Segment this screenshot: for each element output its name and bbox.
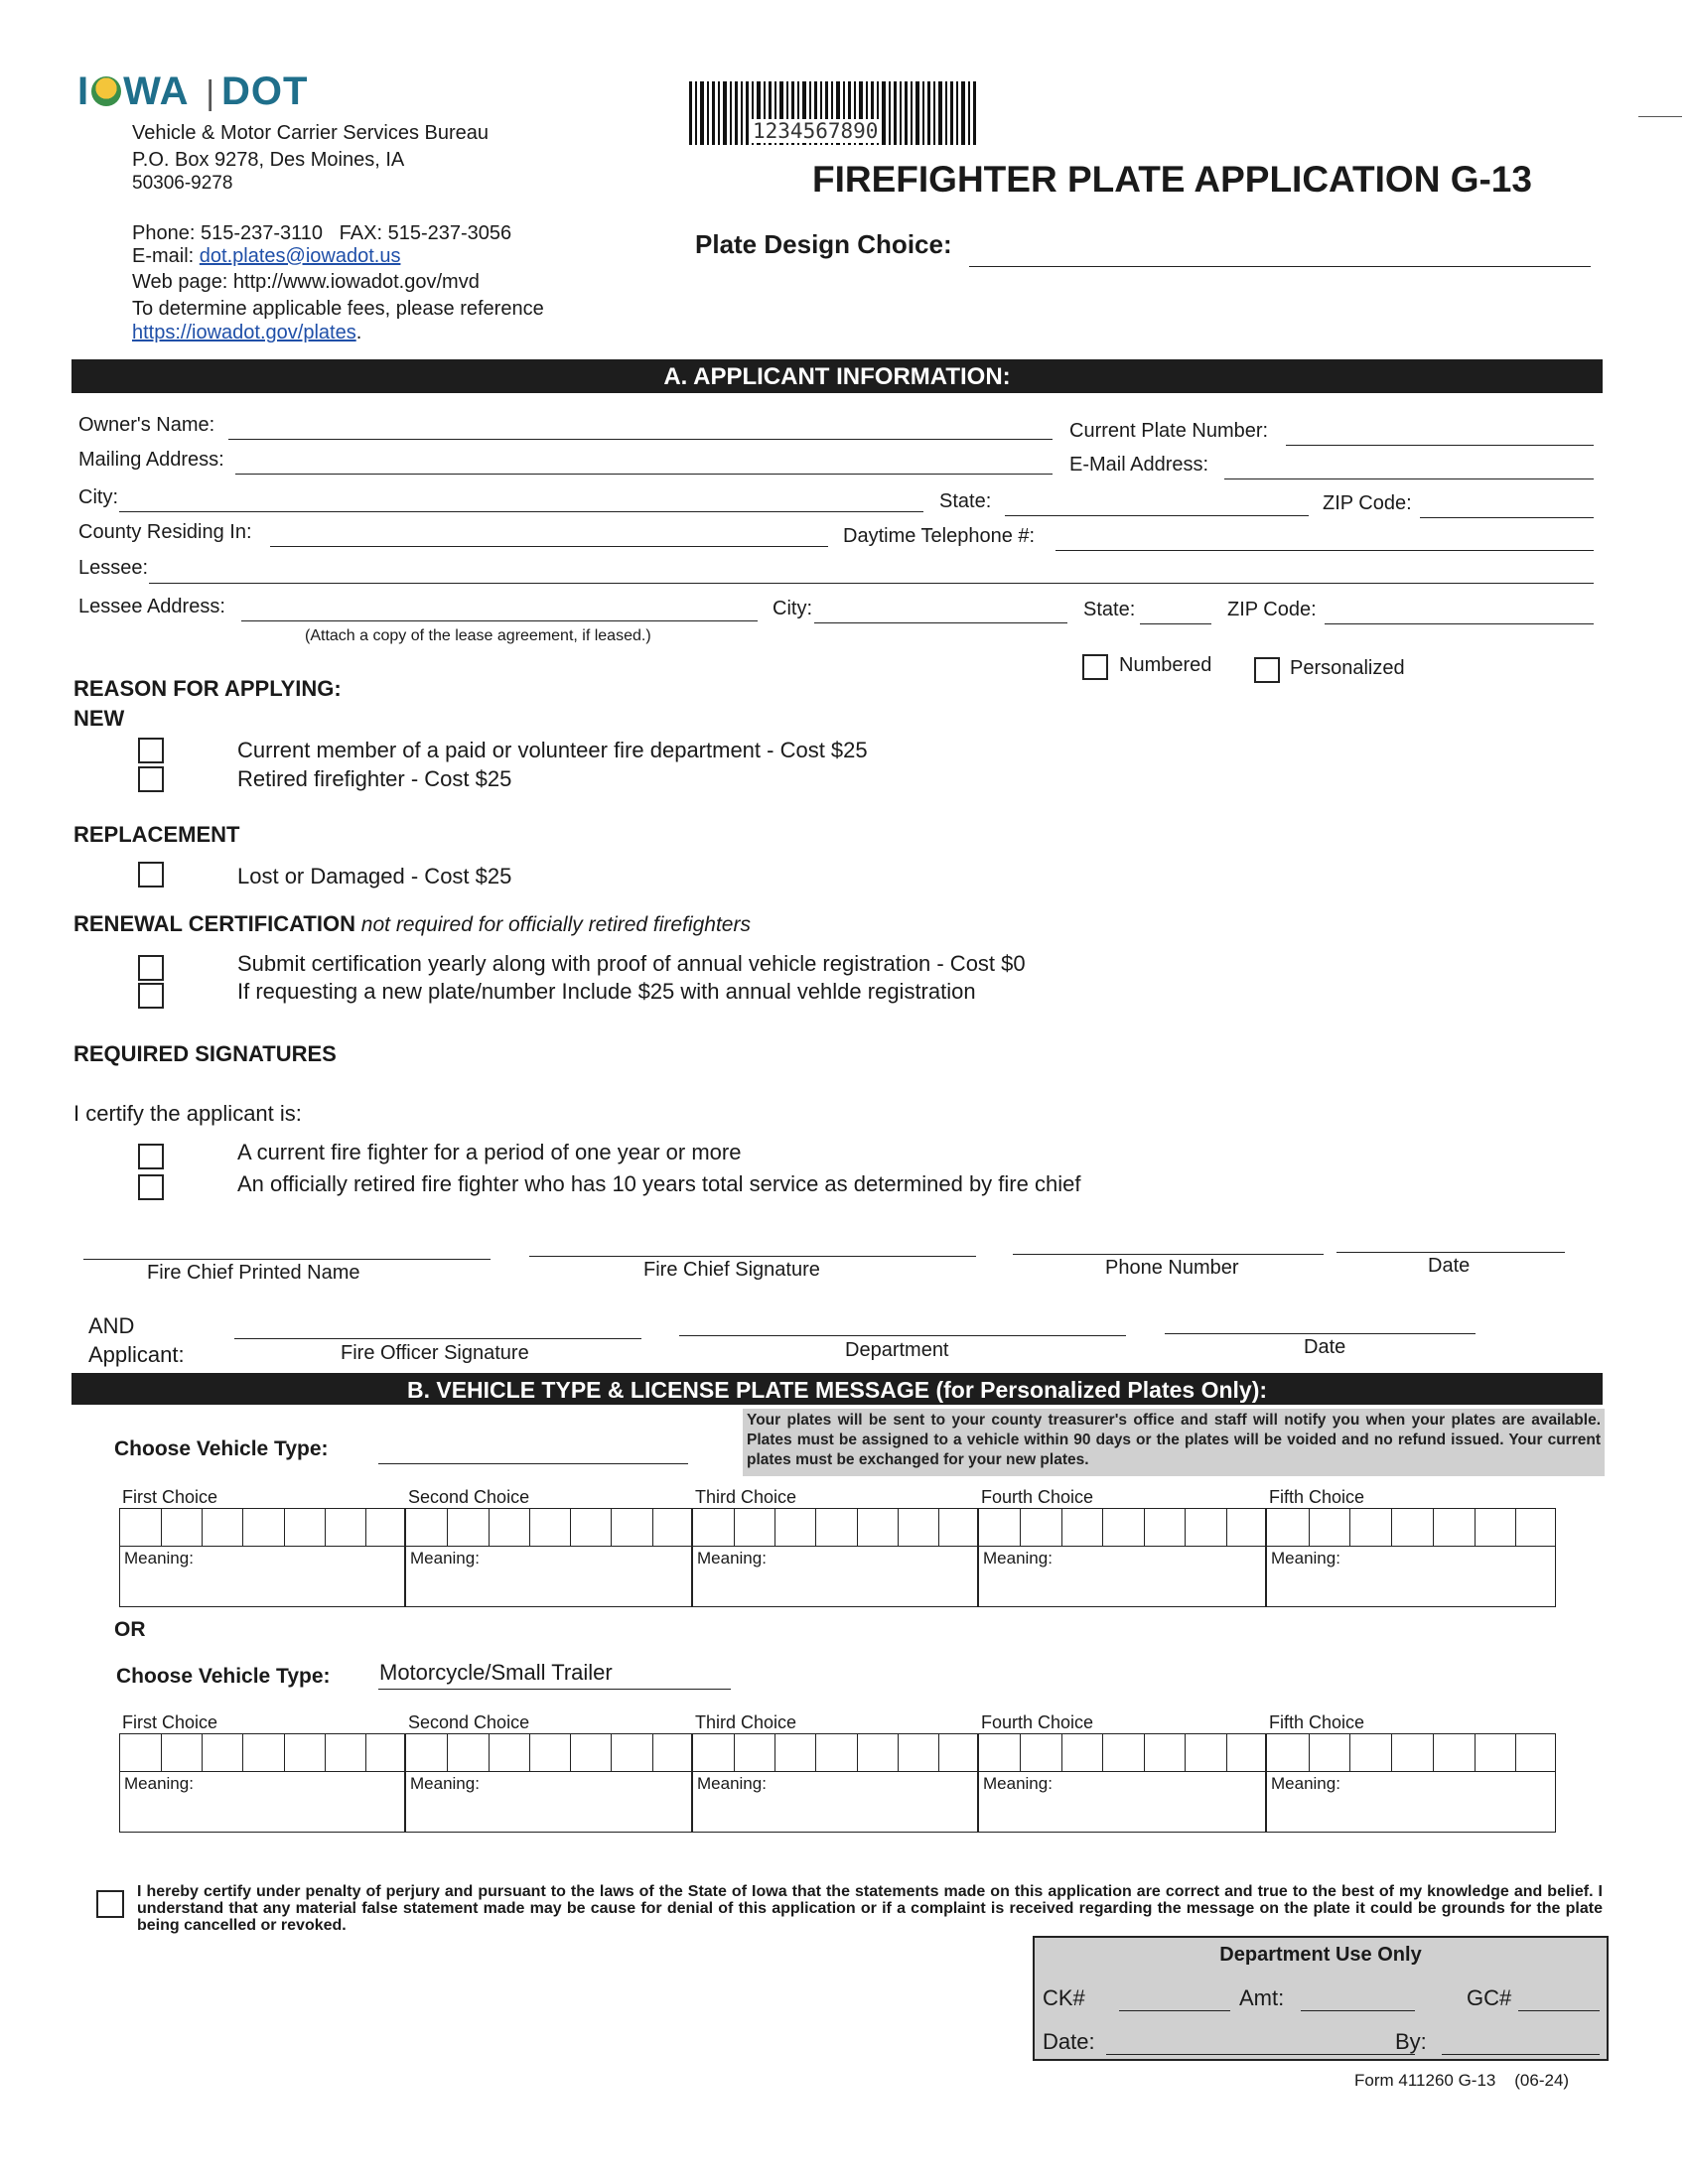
iowa-dot-logo	[77, 69, 308, 113]
lease-note: (Attach a copy of the lease agreement, if leased.)	[305, 627, 651, 644]
city-field[interactable]	[119, 511, 923, 512]
fire-chief-name-line[interactable]	[83, 1259, 491, 1260]
replacement-heading: REPLACEMENT	[73, 822, 240, 847]
date-caption-1: Date	[1428, 1255, 1471, 1277]
county-label: County Residing In:	[78, 521, 252, 543]
barcode	[689, 81, 977, 145]
grid1-choice-characters-4[interactable]	[978, 1508, 1266, 1548]
margin-mark	[1638, 116, 1682, 117]
lessee-zip-field[interactable]	[1325, 623, 1594, 624]
department-use-title: Department Use Only	[1219, 1944, 1422, 1966]
form-title: FIREFIGHTER PLATE APPLICATION G-13	[812, 159, 1532, 200]
bureau-name: Vehicle & Motor Carrier Services Bureau	[132, 122, 490, 144]
personalized-label: Personalized	[1290, 657, 1405, 679]
grid2-choice-caption-5: Fifth Choice	[1269, 1712, 1365, 1732]
new-retired-checkbox[interactable]	[138, 766, 164, 792]
web-page: Web page: http://www.iowadot.gov/mvd	[132, 271, 480, 293]
plates-notice-box	[743, 1409, 1605, 1476]
owners-name-label: Owner's Name:	[78, 414, 215, 436]
lessee-label: Lessee:	[78, 557, 149, 579]
grid2-meaning-box-2[interactable]	[405, 1771, 692, 1833]
date-caption-2: Date	[1304, 1336, 1346, 1358]
state-label: State:	[939, 490, 992, 512]
certification-text: I hereby certify under penalty of perjury and pursuant to the laws of the State of Iowa that the statements made on this application are correct and true to the best of my knowledge and belief. I understand that any material false statement made may be cause for denial of this application or if a complaint is received regarding the message on the plate it could be grounds for the plate being cancelled or revoked.	[137, 1883, 1603, 1934]
lessee-city-label: City:	[773, 598, 812, 619]
department-line[interactable]	[679, 1335, 1126, 1336]
email-link[interactable]: dot.plates@iowadot.us	[199, 245, 401, 267]
current-plate-field[interactable]	[1286, 445, 1594, 446]
logo-sun-icon	[91, 76, 121, 106]
grid1-choice-characters-2[interactable]	[405, 1508, 692, 1548]
renewal-submit-checkbox[interactable]	[138, 955, 164, 981]
grid1-meaning-label-1: Meaning:	[124, 1549, 194, 1568]
email-address-field[interactable]	[1224, 478, 1594, 479]
lessee-address-field[interactable]	[241, 620, 758, 621]
mailing-address-label: Mailing Address:	[78, 449, 224, 471]
grid1-meaning-box-4[interactable]	[978, 1546, 1266, 1607]
renewal-new-plate-label: If requesting a new plate/number Include $25 with annual vehlde registration	[237, 979, 976, 1004]
date-line-1[interactable]	[1336, 1252, 1565, 1253]
gc-label: GC#	[1467, 1985, 1512, 2010]
grid1-choice-characters-1[interactable]	[119, 1508, 405, 1548]
fire-chief-signature-line[interactable]	[529, 1256, 976, 1257]
grid1-choice-caption-3: Third Choice	[695, 1487, 797, 1507]
current-firefighter-label: A current fire fighter for a period of one year or more	[237, 1140, 742, 1164]
county-field[interactable]	[270, 546, 828, 547]
section-a-header: A. APPLICANT INFORMATION:	[71, 359, 1603, 393]
new-retired-label: Retired firefighter - Cost $25	[237, 766, 512, 791]
date-label: Date:	[1043, 2029, 1095, 2054]
fees-note: To determine applicable fees, please reference	[132, 298, 544, 320]
grid2-choice-characters-5[interactable]	[1266, 1733, 1556, 1773]
grid1-meaning-label-2: Meaning:	[410, 1549, 480, 1568]
phone-fax: Phone: 515-237-3110 FAX: 515-237-3056	[132, 222, 512, 244]
renewal-heading	[73, 911, 751, 937]
reason-title: REASON FOR APPLYING:	[73, 676, 342, 701]
grid2-choice-caption-2: Second Choice	[408, 1712, 530, 1732]
plate-design-label: Plate Design Choice:	[695, 229, 952, 259]
grid1-choice-caption-1: First Choice	[122, 1487, 218, 1507]
lessee-state-label: State:	[1083, 599, 1136, 620]
replacement-lost-label: Lost or Damaged - Cost $25	[237, 864, 512, 888]
grid1-meaning-label-5: Meaning:	[1271, 1549, 1340, 1568]
grid1-choice-caption-2: Second Choice	[408, 1487, 530, 1507]
applicant-label: Applicant:	[88, 1342, 185, 1367]
city-label: City:	[78, 486, 118, 508]
grid2-choice-caption-4: Fourth Choice	[981, 1712, 1094, 1732]
and-label: AND	[88, 1313, 135, 1338]
fees-line	[132, 322, 361, 344]
plates-notice-text: Your plates will be sent to your county treasurer's office and staff will notify you when your plates are available. Plates must be assigned to a vehicle within 90 days or the plates will be voided and no refund issued. Your current plates must be exchanged for your new plates.	[747, 1412, 1601, 1468]
retired-firefighter-checkbox[interactable]	[138, 1174, 164, 1200]
grid1-meaning-box-2[interactable]	[405, 1546, 692, 1607]
fees-link[interactable]: https://iowadot.gov/plates	[132, 322, 356, 343]
lessee-state-field[interactable]	[1140, 623, 1211, 624]
grid1-meaning-label-3: Meaning:	[697, 1549, 767, 1568]
email-label: E-mail:	[132, 245, 200, 267]
lessee-zip-label: ZIP Code:	[1227, 599, 1317, 620]
lessee-field[interactable]	[149, 583, 1594, 584]
grid2-meaning-box-4[interactable]	[978, 1771, 1266, 1833]
grid2-choice-characters-4[interactable]	[978, 1733, 1266, 1773]
logo-letter-i: I	[77, 69, 90, 113]
choose-vehicle-type-label-2: Choose Vehicle Type:	[116, 1665, 331, 1688]
phone-number-caption: Phone Number	[1105, 1257, 1239, 1279]
email-address-label: E-Mail Address:	[1069, 454, 1209, 476]
grid2-choice-characters-2[interactable]	[405, 1733, 692, 1773]
department-caption: Department	[845, 1339, 949, 1361]
grid1-meaning-box-1[interactable]	[119, 1546, 405, 1607]
grid1-meaning-label-4: Meaning:	[983, 1549, 1053, 1568]
plate-design-field[interactable]	[969, 266, 1591, 267]
grid1-choice-characters-3[interactable]	[692, 1508, 978, 1548]
numbered-label: Numbered	[1119, 654, 1212, 676]
ck-field[interactable]	[1119, 2010, 1230, 2011]
choose-vehicle-type-label: Choose Vehicle Type:	[114, 1437, 329, 1460]
daytime-phone-field[interactable]	[1055, 550, 1594, 551]
grid2-meaning-box-1[interactable]	[119, 1771, 405, 1833]
grid1-choice-caption-5: Fifth Choice	[1269, 1487, 1365, 1507]
grid2-meaning-label-5: Meaning:	[1271, 1774, 1340, 1793]
renewal-title: RENEWAL CERTIFICATION	[73, 911, 355, 936]
zip-line: 50306-9278	[132, 173, 233, 194]
grid1-choice-caption-4: Fourth Choice	[981, 1487, 1094, 1507]
amt-field[interactable]	[1301, 2010, 1415, 2011]
by-field[interactable]	[1442, 2054, 1600, 2055]
logo-wa: WA	[123, 69, 189, 113]
gc-field[interactable]	[1518, 2010, 1600, 2011]
numbered-checkbox[interactable]	[1082, 654, 1108, 680]
email-line	[132, 245, 400, 268]
fees-period: .	[355, 322, 362, 343]
grid1-choice-characters-5[interactable]	[1266, 1508, 1556, 1548]
vehicle-type-value-2: Motorcycle/Small Trailer	[379, 1660, 613, 1685]
or-label: OR	[114, 1618, 146, 1641]
state-field[interactable]	[1005, 515, 1309, 516]
fire-chief-signature-caption: Fire Chief Signature	[643, 1259, 820, 1281]
po-box: P.O. Box 9278, Des Moines, IA	[132, 149, 405, 171]
mailing-address-field[interactable]	[235, 474, 1053, 475]
logo-dot: DOT	[221, 69, 309, 113]
grid2-choice-caption-1: First Choice	[122, 1712, 218, 1732]
phone-number-line[interactable]	[1013, 1254, 1324, 1255]
daytime-phone-label: Daytime Telephone #:	[843, 525, 1036, 547]
certify-applicant-label: I certify the applicant is:	[73, 1101, 302, 1126]
new-heading: NEW	[73, 706, 125, 731]
current-firefighter-checkbox[interactable]	[138, 1144, 164, 1169]
retired-firefighter-label: An officially retired fire fighter who has 10 years total service as determined by fire chief	[237, 1171, 1081, 1196]
department-use-box	[1033, 1936, 1609, 2061]
personalized-checkbox[interactable]	[1254, 657, 1280, 683]
grid2-meaning-label-4: Meaning:	[983, 1774, 1053, 1793]
grid1-meaning-box-5[interactable]	[1266, 1546, 1556, 1607]
fire-chief-name-caption: Fire Chief Printed Name	[147, 1262, 360, 1284]
grid2-choice-caption-3: Third Choice	[695, 1712, 797, 1732]
required-signatures-heading: REQUIRED SIGNATURES	[73, 1041, 337, 1066]
vehicle-type-field-2[interactable]	[378, 1689, 731, 1690]
lessee-city-field[interactable]	[814, 622, 1067, 623]
date-line-2[interactable]	[1165, 1333, 1476, 1334]
zip-code-label: ZIP Code:	[1323, 492, 1412, 514]
renewal-submit-label: Submit certification yearly along with proof of annual vehicle registration - Cost $0	[237, 951, 1026, 976]
fire-officer-signature-line[interactable]	[234, 1338, 641, 1339]
amt-label: Amt:	[1239, 1985, 1285, 2010]
renewal-new-plate-checkbox[interactable]	[138, 983, 164, 1009]
date-field[interactable]	[1106, 2054, 1415, 2055]
section-b-header: B. VEHICLE TYPE & LICENSE PLATE MESSAGE (for Personalized Plates Only):	[71, 1373, 1603, 1405]
by-label: By:	[1395, 2029, 1427, 2054]
replacement-lost-checkbox[interactable]	[138, 862, 164, 887]
grid2-choice-characters-1[interactable]	[119, 1733, 405, 1773]
logo-separator: |	[206, 74, 216, 112]
owners-name-field[interactable]	[228, 439, 1053, 440]
grid2-choice-characters-3[interactable]	[692, 1733, 978, 1773]
new-current-member-label: Current member of a paid or volunteer fire department - Cost $25	[237, 738, 868, 762]
new-current-member-checkbox[interactable]	[138, 738, 164, 763]
lessee-address-label: Lessee Address:	[78, 596, 225, 617]
certification-checkbox[interactable]	[96, 1890, 124, 1918]
current-plate-label: Current Plate Number:	[1069, 420, 1269, 442]
ck-label: CK#	[1043, 1985, 1085, 2010]
grid2-meaning-label-2: Meaning:	[410, 1774, 480, 1793]
vehicle-type-field[interactable]	[378, 1463, 688, 1464]
zip-code-field[interactable]	[1420, 517, 1594, 518]
grid2-meaning-box-5[interactable]	[1266, 1771, 1556, 1833]
grid2-meaning-box-3[interactable]	[692, 1771, 978, 1833]
grid2-meaning-label-3: Meaning:	[697, 1774, 767, 1793]
form-number: Form 411260 G-13 (06-24)	[1354, 2071, 1570, 2090]
renewal-note: not required for officially retired firefighters	[354, 913, 751, 936]
barcode-number: 1234567890	[753, 119, 879, 143]
grid2-meaning-label-1: Meaning:	[124, 1774, 194, 1793]
grid1-meaning-box-3[interactable]	[692, 1546, 978, 1607]
fire-officer-signature-caption: Fire Officer Signature	[341, 1342, 529, 1364]
